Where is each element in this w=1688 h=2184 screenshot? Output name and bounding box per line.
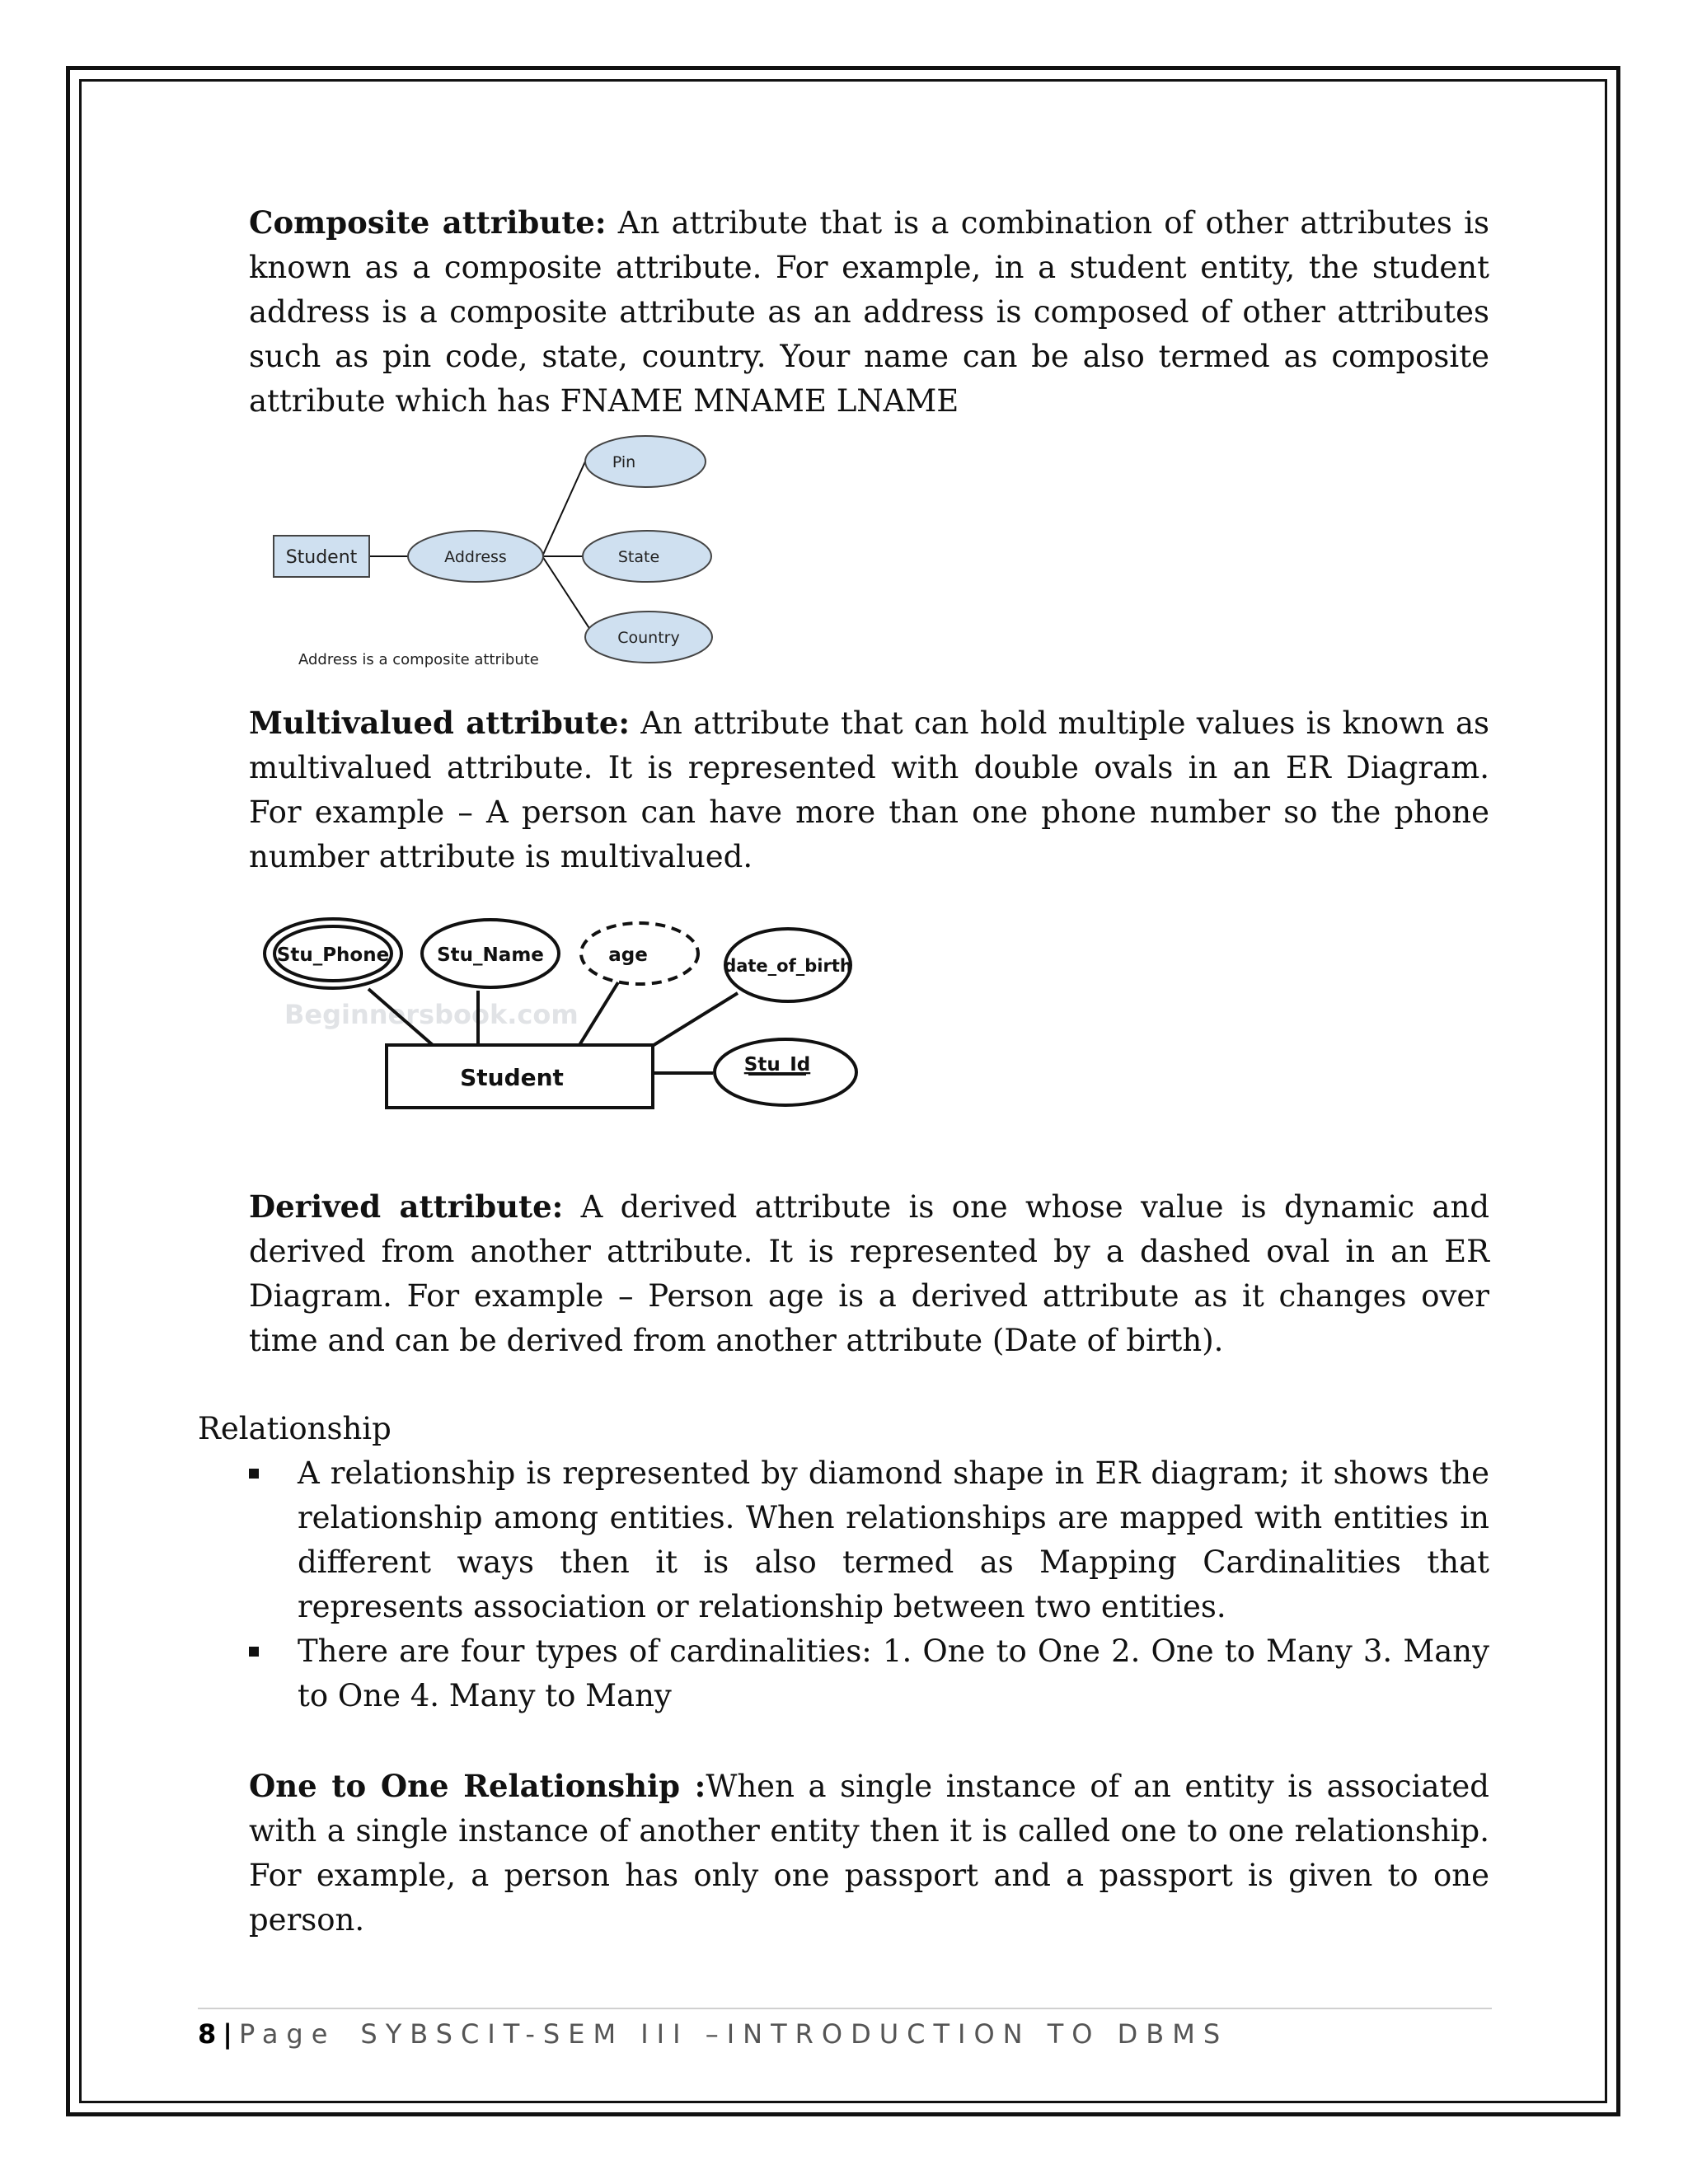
relationship-heading: Relationship — [198, 1411, 392, 1446]
composite-diagram-caption: Address is a composite attribute — [298, 651, 539, 668]
stu-phone-label: Stu_Phone — [276, 944, 390, 966]
country-attribute-label: Country — [617, 629, 680, 647]
multivalued-text: An attribute that can hold multiple values is known as multivalued attribute. It is represented with double ovals in an ER Diagram. For example – A person can have more than one phone number so the phone number attribute is multivalued. — [249, 705, 1489, 874]
derived-term: Derived attribute: — [249, 1188, 564, 1225]
watermark-text: Beginnersbook.com — [284, 999, 579, 1030]
student-entity-label: Student — [460, 1064, 564, 1091]
one-to-one-term: One to One Relationship : — [249, 1768, 706, 1804]
connector-line — [651, 993, 738, 1047]
stu-id-label: Stu_Id — [743, 1054, 811, 1076]
footer-divider — [198, 2008, 1492, 2009]
address-attribute-label: Address — [444, 548, 507, 566]
bullet-text: There are four types of cardinalities: 1. One to One 2. One to Many 3. Many to One 4. Many to Many — [298, 1633, 1489, 1713]
student-entity-label: Student — [285, 547, 358, 568]
composite-attribute-diagram — [256, 429, 734, 676]
age-label: age — [608, 944, 648, 966]
pin-attribute-oval — [585, 436, 706, 487]
composite-term: Composite attribute: — [249, 204, 607, 241]
pin-attribute-label: Pin — [612, 453, 636, 471]
course-title: SYBSCIT-SEM III –INTRODUCTION TO DBMS — [360, 2018, 1229, 2050]
page-label: Page — [238, 2018, 336, 2050]
bullet-square-icon — [249, 1647, 259, 1657]
relationship-bullet-list — [249, 1451, 1489, 1718]
one-to-one-paragraph — [249, 1764, 1489, 1943]
student-attributes-diagram — [256, 911, 882, 1121]
stu-name-label: Stu_Name — [437, 944, 544, 966]
multivalued-paragraph — [249, 701, 1489, 879]
bullet-square-icon — [249, 1469, 259, 1479]
one-to-one-text: When a single instance of an entity is associated with a single instance of another entity then it is called one to one relationship. For example, a person has only one passport and a passport is given to one person. — [249, 1769, 1489, 1938]
connector-line — [579, 982, 618, 1045]
bullet-text: A relationship is represented by diamond shape in ER diagram; it shows the relationship among entities. When relationships are mapped with entities in different ways then it is also termed as Mapping Cardinalities that represents association or relationship between two entities. — [298, 1455, 1489, 1624]
list-item — [249, 1629, 1489, 1718]
connector-line — [542, 462, 585, 556]
connector-line — [542, 556, 593, 635]
page-footer — [198, 2018, 1228, 2050]
multivalued-term: Multivalued attribute: — [249, 705, 631, 741]
date-of-birth-label: date_of_birth — [724, 956, 852, 976]
list-item — [249, 1451, 1489, 1629]
derived-paragraph — [249, 1184, 1489, 1363]
state-attribute-label: State — [617, 548, 660, 566]
footer-separator: | — [223, 2018, 232, 2050]
composite-text: An attribute that is a combination of other attributes is known as a composite attribute. For example, in a student entity, the student address is a composite attribute as an address is composed of other attributes such as pin code, state, country. Your name can be also termed as composite attribute which has FNAME MNAME LNAME — [249, 205, 1489, 419]
page-number: 8 — [198, 2018, 217, 2050]
composite-paragraph — [249, 200, 1489, 424]
derived-text: A derived attribute is one whose value is dynamic and derived from another attribute. It is represented by a dashed oval in an ER Diagram. For example – Person age is a derived attribute as it changes over time and can be derived from another attribute (Date of birth). — [249, 1189, 1489, 1358]
